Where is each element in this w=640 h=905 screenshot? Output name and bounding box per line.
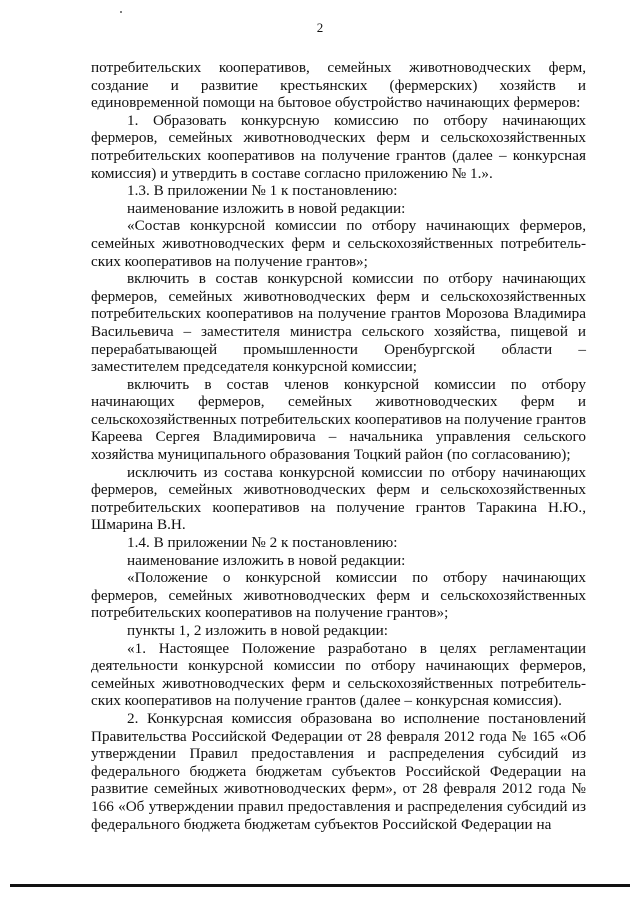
paragraph: наименование изложить в новой редакции: bbox=[127, 199, 406, 217]
paragraph: потребительских кооперативов, семейных животноводческих ферм, создание и развитие крестьянских (фермерских) хозяйств и единовременной помощи на бытовое обустройство начинающих фермеров: bbox=[91, 59, 586, 112]
paragraph: 1. Образовать конкурсную комиссию по отбору начинающих фермеров, семейных животноводческих ферм и сельскохозяйственных потребительских кооперативов на получение грантов (далее – конкурсная комиссия) и утвердить в составе согласно приложению № 1.». bbox=[91, 111, 586, 182]
paragraph: пункты 1, 2 изложить в новой редакции: bbox=[127, 622, 389, 639]
document-body bbox=[91, 59, 586, 833]
page-number: 2 bbox=[316, 20, 324, 35]
paragraph: «Положение о конкурсной комиссии по отбору начинающих фермеров, семейных животноводческих ферм и сельскохозяйственных потребительских кооперативов на получение грантов»; bbox=[91, 569, 586, 622]
paragraph: наименование изложить в новой редакции: bbox=[127, 551, 406, 569]
paragraph: включить в состав членов конкурсной комиссии по отбору начинающих фермеров, семейных животноводческих ферм и сельскохозяйственных потребительских кооперативов на получение грантов Кареева Сергея Владимировича – начальника управления сельского хозяйства муниципального образования Тоцкий район (по согласованию); bbox=[91, 375, 586, 464]
paragraph: 1.4. В приложении № 2 к постановлению: bbox=[127, 534, 398, 552]
paragraph: «Состав конкурсной комиссии по отбору начинающих фермеров, семейных животноводческих ферм и сельскохозяйственных потребительских кооперативов на получение грантов»; bbox=[91, 217, 586, 270]
paragraph: исключить из состава конкурсной комиссии по отбору начинающих фермеров, семейных животноводческих ферм и сельскохозяйственных потребительских кооперативов на получение грантов Таракина Н.Ю., Шмарина В.Н. bbox=[91, 463, 586, 534]
paragraph: «1. Настоящее Положение разработано в целях регламентации деятельности конкурсной комиссии по отбору начинающих фермеров, семейных животноводческих ферм и сельскохозяйственных потребительских кооперативов на получение грантов (далее – конкурсная комиссия). bbox=[91, 639, 586, 710]
paragraph: 2. Конкурсная комиссия образована во исполнение постановлений Правительства Российской Федерации от 28 февраля 2012 года № 165 «Об утверждении Правил предоставления и распределения субсидий из федерального бюджета бюджетам субъектов Российской Федерации на развитие семейных животноводческих ферм», от 28 февраля 2012 года № 166 «Об утверждении правил предоставления и распределения субсидий из федерального бюджета бюджетам субъектов Российской Федерации на bbox=[91, 709, 586, 833]
footer-rule bbox=[10, 884, 630, 887]
paragraph: включить в состав конкурсной комиссии по отбору начинающих фермеров, семейных животноводческих ферм и сельскохозяйственных потребительских кооперативов на получение грантов Морозова Владимира Васильевича – заместителя министра сельского хозяйства, пищевой и перерабатывающей промышленности Оренбургской области – заместителем председателя конкурсной комиссии; bbox=[91, 270, 586, 376]
paragraph: 1.3. В приложении № 1 к постановлению: bbox=[127, 182, 398, 200]
scan-speck bbox=[120, 11, 122, 13]
